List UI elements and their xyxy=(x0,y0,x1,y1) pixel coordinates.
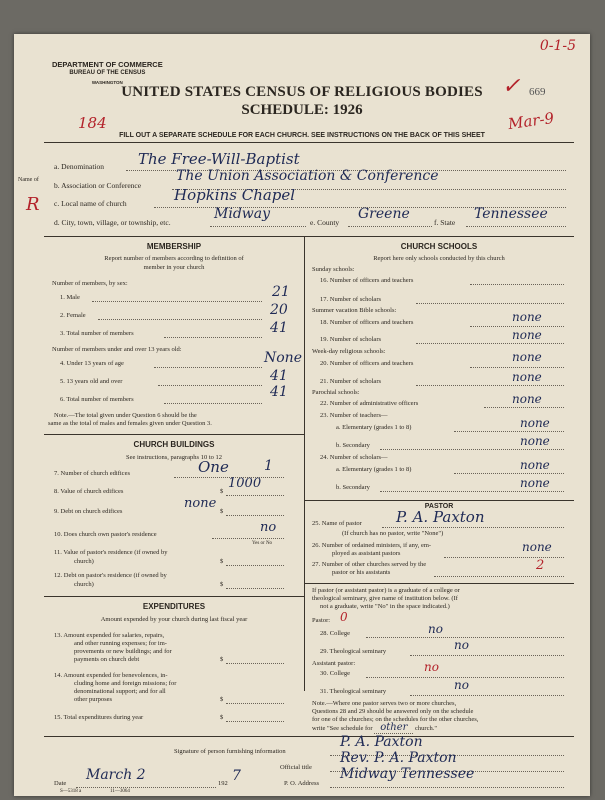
q20-label: 20. Number of officers and teachers xyxy=(320,360,414,367)
q21-label: 21. Number of scholars xyxy=(320,378,382,385)
dotted-line xyxy=(154,367,262,368)
po-address-value: Midway Tennessee xyxy=(340,766,475,782)
q30-value: no xyxy=(424,660,439,674)
q9-dollar: $ xyxy=(220,508,224,515)
by-sex-heading: Number of members, by sex: xyxy=(52,280,128,287)
dotted-line xyxy=(98,319,262,320)
local-name-value: Hopkins Chapel xyxy=(174,186,296,204)
summer-heading: Summer vacation Bible schools: xyxy=(312,307,397,314)
pastor-note-4-end: church." xyxy=(415,725,437,732)
q1-value: 21 xyxy=(272,284,290,300)
signature-value: P. A. Paxton xyxy=(340,734,423,750)
q14-label-d: other purposes xyxy=(74,696,113,703)
q29-label: 29. Theological seminary xyxy=(320,648,387,655)
q7-value-2: 1 xyxy=(264,458,273,474)
denomination-label: a. Denomination xyxy=(54,162,104,171)
q4-label: 4. Under 13 years of age xyxy=(60,360,124,367)
q9-value: none xyxy=(184,496,217,511)
denomination-value: The Free-Will-Baptist xyxy=(138,150,300,168)
q20-value: none xyxy=(512,350,542,364)
dotted-line xyxy=(330,787,564,788)
q19-value: none xyxy=(512,328,542,342)
membership-subtitle-2: member in your church xyxy=(143,264,205,271)
dotted-line xyxy=(444,557,564,558)
q28-label: 28. College xyxy=(320,630,350,637)
q18-label: 18. Number of officers and teachers xyxy=(320,319,414,326)
divider xyxy=(44,596,304,597)
q6-value: 41 xyxy=(270,384,288,400)
schools-title: CHURCH SCHOOLS xyxy=(400,242,478,251)
q23-label: 23. Number of teachers— xyxy=(320,412,388,419)
q13-label-b: and other running expenses; for im- xyxy=(74,640,167,647)
q16-label: 16. Number of officers and teachers xyxy=(320,277,414,284)
q19-label: 19. Number of scholars xyxy=(320,336,382,343)
expenditures-title: EXPENDITURES xyxy=(142,602,206,611)
dotted-line xyxy=(410,655,564,656)
county-value: Greene xyxy=(358,206,410,222)
q22-label: 22. Number of administrative officers xyxy=(320,400,419,407)
dotted-line xyxy=(416,385,564,386)
column-divider xyxy=(304,236,305,691)
q30-label: 30. College xyxy=(320,670,350,677)
dotted-line xyxy=(410,695,564,696)
top-right-mark: 0-1-5 xyxy=(539,38,576,54)
census-schedule-sheet xyxy=(14,34,590,796)
dotted-line xyxy=(380,491,564,492)
city-value: Midway xyxy=(214,206,271,222)
dotted-line xyxy=(226,565,284,566)
date-label: Date xyxy=(54,780,67,787)
dotted-line xyxy=(484,407,564,408)
membership-subtitle-1: Report number of members according to definition of xyxy=(104,255,244,262)
association-label: b. Association or Conference xyxy=(54,181,142,190)
graduate-note-3: not a graduate, write "No" in the space indicated.) xyxy=(320,603,450,610)
q9-label: 9. Debt on church edifices xyxy=(54,508,123,515)
divider xyxy=(304,583,574,584)
city-label: d. City, town, village, or township, etc. xyxy=(54,218,171,227)
local-name-label: c. Local name of church xyxy=(54,199,127,208)
dotted-line xyxy=(226,703,284,704)
dotted-line xyxy=(226,663,284,664)
schedule-title: SCHEDULE: 1926 xyxy=(241,102,363,118)
form-title: UNITED STATES CENSUS OF RELIGIOUS BODIES xyxy=(121,84,483,100)
year-value: 7 xyxy=(232,768,241,784)
pastor-note-4 xyxy=(312,724,437,733)
expenditures-subtitle: Amount expended by your church during last fiscal year xyxy=(100,616,248,623)
q8-dollar: $ xyxy=(220,488,224,495)
pastor-sub-label: Pastor: xyxy=(312,617,331,624)
q28-value: no xyxy=(428,622,443,636)
q26-label-b: ployed as assistant pastors xyxy=(332,550,401,557)
q8-value: 1000 xyxy=(228,476,262,491)
q11-label-a: 11. Value of pastor's residence (if owned by xyxy=(54,549,168,556)
membership-note-2: same as the total of males and females given under Question 3. xyxy=(48,420,212,427)
divider xyxy=(44,736,574,737)
official-title-value: Rev. P. A. Paxton xyxy=(340,750,457,766)
q11-label-b: church) xyxy=(74,558,94,565)
parochial-heading: Parochial schools: xyxy=(312,389,360,396)
q14-label-c: denominational support; and for all xyxy=(74,688,166,695)
q23b-value: none xyxy=(520,434,550,448)
dotted-line xyxy=(226,721,284,722)
q13-label-a: 13. Amount expended for salaries, repairs, xyxy=(54,632,165,639)
pastor-title: PASTOR xyxy=(424,503,454,510)
q23a-label: a. Elementary (grades 1 to 8) xyxy=(336,424,412,431)
margin-r: R xyxy=(26,194,40,215)
code-number: 669 xyxy=(529,86,546,98)
q25-value: P. A. Paxton xyxy=(396,508,485,526)
q3-label: 3. Total number of members xyxy=(60,330,134,337)
membership-title: MEMBERSHIP xyxy=(146,242,202,251)
pastor-note-2: Questions 28 and 29 should be answered only on the schedule xyxy=(312,708,474,715)
dotted-line xyxy=(348,226,432,227)
q27-value: 2 xyxy=(536,558,545,573)
q11-dollar: $ xyxy=(220,558,224,565)
divider xyxy=(304,500,574,501)
q24b-value: none xyxy=(520,476,550,490)
dotted-line xyxy=(164,403,262,404)
divider xyxy=(44,434,304,435)
q15-label: 15. Total expenditures during year xyxy=(54,714,144,721)
pastor-note-4-text: write "See schedule for xyxy=(312,725,373,732)
q12-dollar: $ xyxy=(220,581,224,588)
q24a-label: a. Elementary (grades 1 to 8) xyxy=(336,466,412,473)
schools-subtitle: Report here only schools conducted by this church xyxy=(373,255,505,262)
q2-value: 20 xyxy=(270,302,288,318)
weekday-heading: Week-day religious schools: xyxy=(312,348,386,355)
dotted-line xyxy=(470,326,564,327)
q25-note: (If church has no pastor, write "None") xyxy=(342,530,444,537)
q14-dollar: $ xyxy=(220,696,224,703)
year-prefix: 192 xyxy=(218,780,228,787)
county-label: e. County xyxy=(310,218,340,227)
dotted-line xyxy=(76,787,216,788)
state-label: f. State xyxy=(434,218,456,227)
q26-label-a: 26. Number of ordained ministers, if any, em- xyxy=(312,542,432,549)
graduate-note-1: If pastor (or assistant pastor) is a graduate of a college or xyxy=(312,587,460,594)
q7-label: 7. Number of church edifices xyxy=(54,470,130,477)
q10-yes-no: Yes or No xyxy=(252,541,273,546)
q27-label-b: pastor or his assistants xyxy=(332,569,391,576)
sunday-heading: Sunday schools: xyxy=(312,266,355,273)
membership-note-1: Note.—The total given under Question 6 should be the xyxy=(54,412,197,419)
q14-label-b: cluding home and foreign missions; for xyxy=(74,680,177,687)
dotted-line xyxy=(416,303,564,304)
bureau: BUREAU OF THE CENSUS xyxy=(69,70,146,76)
q8-label: 8. Value of church edifices xyxy=(54,488,124,495)
q21-value: none xyxy=(512,370,542,384)
pastor-note-4-value: other xyxy=(374,722,413,734)
dotted-line xyxy=(226,495,284,496)
red-zero: 0 xyxy=(340,610,348,624)
q10-value: no xyxy=(260,520,277,535)
q6-label: 6. Total number of members xyxy=(60,396,134,403)
dotted-line xyxy=(158,385,262,386)
red-check-mark: ✓ xyxy=(502,74,521,99)
q2-label: 2. Female xyxy=(60,312,86,319)
q26-value: none xyxy=(522,540,552,554)
pastor-note-3: for one of the churches; on the schedules for the other churches, xyxy=(312,716,479,723)
dotted-line xyxy=(92,301,262,302)
form-number: S—5318 a xyxy=(60,789,82,794)
q18-value: none xyxy=(512,310,542,324)
instruction-line: FILL OUT A SEPARATE SCHEDULE FOR EACH CHURCH. SEE INSTRUCTIONS ON THE BACK OF THIS SHEET xyxy=(119,132,485,139)
dotted-line xyxy=(380,449,564,450)
association-value: The Union Association & Conference xyxy=(176,168,439,184)
dotted-line xyxy=(466,226,566,227)
q12-label-a: 12. Debt on pastor's residence (if owned by xyxy=(54,572,167,579)
red-number: 184 xyxy=(78,114,107,132)
q13-dollar: $ xyxy=(220,656,224,663)
q17-label: 17. Number of scholars xyxy=(320,296,382,303)
q3-value: 41 xyxy=(270,320,288,336)
dotted-line xyxy=(454,473,564,474)
q31-label: 31. Theological seminary xyxy=(320,688,387,695)
graduate-note-2: theological seminary, give name of institution below. (If xyxy=(312,595,458,602)
q15-dollar: $ xyxy=(220,714,224,721)
department-block xyxy=(52,60,163,87)
q27-label-a: 27. Number of other churches served by the xyxy=(312,561,427,568)
q13-label-c: provements or new buildings; and for xyxy=(74,648,172,655)
signature-label: Signature of person furnishing information xyxy=(174,748,286,755)
q13-label-d: payments on church debt xyxy=(74,656,140,663)
assistant-sub-label: Assistant pastor: xyxy=(312,660,356,667)
q4-value: None xyxy=(264,350,302,366)
po-address-label: P. O. Address xyxy=(284,780,320,787)
q23b-label: b. Secondary xyxy=(336,442,370,449)
q31-value: no xyxy=(454,678,469,692)
q14-label-a: 14. Amount expended for benevolences, in- xyxy=(54,672,168,679)
q25-label: 25. Name of pastor xyxy=(312,520,362,527)
department: DEPARTMENT OF COMMERCE xyxy=(52,60,163,69)
dotted-line xyxy=(454,431,564,432)
dotted-line xyxy=(212,538,284,539)
date-value: March 2 xyxy=(86,767,146,783)
q24b-label: b. Secondary xyxy=(336,484,370,491)
dotted-line xyxy=(210,226,306,227)
official-title-label: Official title xyxy=(280,764,312,771)
q23a-value: none xyxy=(520,416,550,430)
q24-label: 24. Number of scholars— xyxy=(320,454,388,461)
dotted-line xyxy=(470,367,564,368)
q10-label: 10. Does church own pastor's residence xyxy=(54,531,157,538)
q1-label: 1. Male xyxy=(60,294,80,301)
dotted-line xyxy=(382,527,564,528)
q5-label: 5. 13 years old and over xyxy=(60,378,123,385)
dotted-line xyxy=(164,337,262,338)
q29-value: no xyxy=(454,638,469,652)
city: WASHINGTON xyxy=(91,80,123,85)
red-initial: Mar-9 xyxy=(506,108,556,134)
q12-label-b: church) xyxy=(74,581,94,588)
dotted-line xyxy=(226,588,284,589)
margin-note: Name of xyxy=(18,177,39,183)
dotted-line xyxy=(434,576,564,577)
dotted-line xyxy=(226,515,284,516)
q5-value: 41 xyxy=(270,368,288,384)
q24a-value: none xyxy=(520,458,550,472)
pastor-note-1: Note.—Where one pastor serves two or more churches, xyxy=(312,700,457,707)
age-heading: Number of members under and over 13 years old: xyxy=(52,346,182,353)
q22-value: none xyxy=(512,392,542,406)
buildings-subtitle: See instructions, paragraphs 10 to 12 xyxy=(125,454,223,461)
divider xyxy=(44,142,574,143)
q7-value: One xyxy=(198,458,229,476)
dotted-line xyxy=(470,284,564,285)
buildings-title: CHURCH BUILDINGS xyxy=(133,440,215,449)
divider xyxy=(44,236,574,237)
dotted-line xyxy=(416,343,564,344)
state-value: Tennessee xyxy=(474,206,548,222)
print-number: 11—3064 xyxy=(110,789,130,794)
